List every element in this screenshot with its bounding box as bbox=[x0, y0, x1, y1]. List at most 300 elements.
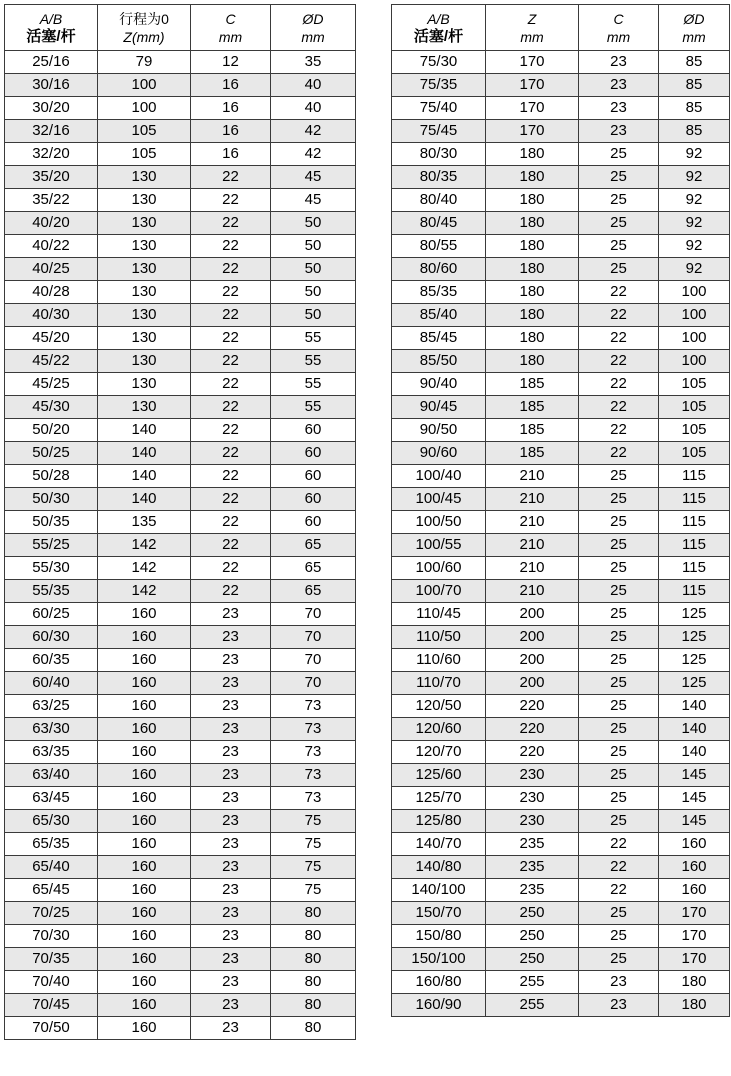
cell-c: 25 bbox=[579, 948, 659, 971]
cell-z: 130 bbox=[98, 235, 191, 258]
cell-d: 70 bbox=[271, 649, 356, 672]
cell-d: 160 bbox=[659, 879, 730, 902]
cell-d: 75 bbox=[271, 879, 356, 902]
table-row bbox=[392, 304, 730, 327]
cell-c: 16 bbox=[191, 143, 271, 166]
table-row bbox=[5, 580, 356, 603]
cell-z: 210 bbox=[486, 580, 579, 603]
cell-d: 105 bbox=[659, 396, 730, 419]
cell-z: 180 bbox=[486, 281, 579, 304]
cell-z: 235 bbox=[486, 833, 579, 856]
cell-ab: 85/35 bbox=[392, 281, 486, 304]
cell-c: 22 bbox=[579, 304, 659, 327]
cell-z: 105 bbox=[98, 120, 191, 143]
cell-d: 80 bbox=[271, 971, 356, 994]
cell-d: 125 bbox=[659, 626, 730, 649]
left-table-body bbox=[5, 51, 356, 1040]
cell-ab: 45/20 bbox=[5, 327, 98, 350]
cell-c: 23 bbox=[191, 787, 271, 810]
cell-z: 210 bbox=[486, 511, 579, 534]
table-row bbox=[392, 281, 730, 304]
cell-ab: 70/40 bbox=[5, 971, 98, 994]
cell-ab: 30/16 bbox=[5, 74, 98, 97]
right-header-ab-line1: A/B bbox=[427, 10, 450, 27]
cell-c: 12 bbox=[191, 51, 271, 74]
cell-d: 92 bbox=[659, 212, 730, 235]
cell-d: 170 bbox=[659, 948, 730, 971]
cell-c: 23 bbox=[191, 718, 271, 741]
left-header-d-line1: ØD bbox=[302, 10, 324, 27]
cell-z: 235 bbox=[486, 879, 579, 902]
table-row bbox=[5, 626, 356, 649]
cell-z: 180 bbox=[486, 258, 579, 281]
cell-ab: 110/70 bbox=[392, 672, 486, 695]
right-header-d-line2: mm bbox=[682, 28, 706, 45]
cell-ab: 100/60 bbox=[392, 557, 486, 580]
cell-d: 80 bbox=[271, 1017, 356, 1040]
cell-d: 50 bbox=[271, 281, 356, 304]
cell-d: 105 bbox=[659, 373, 730, 396]
cell-ab: 65/40 bbox=[5, 856, 98, 879]
cell-ab: 90/50 bbox=[392, 419, 486, 442]
cell-ab: 80/35 bbox=[392, 166, 486, 189]
cell-d: 60 bbox=[271, 465, 356, 488]
cell-c: 23 bbox=[191, 603, 271, 626]
table-row bbox=[392, 672, 730, 695]
cell-d: 35 bbox=[271, 51, 356, 74]
cell-z: 100 bbox=[98, 97, 191, 120]
cell-d: 40 bbox=[271, 74, 356, 97]
cell-ab: 80/30 bbox=[392, 143, 486, 166]
cell-c: 22 bbox=[579, 396, 659, 419]
cell-c: 25 bbox=[579, 511, 659, 534]
cell-z: 130 bbox=[98, 189, 191, 212]
cell-z: 130 bbox=[98, 373, 191, 396]
table-row bbox=[5, 603, 356, 626]
cell-ab: 60/25 bbox=[5, 603, 98, 626]
cell-c: 22 bbox=[191, 189, 271, 212]
cell-z: 220 bbox=[486, 741, 579, 764]
cell-d: 80 bbox=[271, 925, 356, 948]
cell-c: 23 bbox=[191, 925, 271, 948]
table-row bbox=[392, 741, 730, 764]
cell-z: 230 bbox=[486, 810, 579, 833]
cell-c: 25 bbox=[579, 580, 659, 603]
cell-d: 80 bbox=[271, 902, 356, 925]
table-row bbox=[5, 120, 356, 143]
cell-d: 50 bbox=[271, 258, 356, 281]
cell-z: 160 bbox=[98, 603, 191, 626]
cell-d: 85 bbox=[659, 51, 730, 74]
cell-ab: 40/20 bbox=[5, 212, 98, 235]
cell-z: 170 bbox=[486, 51, 579, 74]
table-row bbox=[392, 97, 730, 120]
cell-d: 115 bbox=[659, 488, 730, 511]
cell-z: 140 bbox=[98, 488, 191, 511]
cell-z: 210 bbox=[486, 534, 579, 557]
table-row bbox=[5, 51, 356, 74]
cell-z: 250 bbox=[486, 948, 579, 971]
table-row bbox=[392, 143, 730, 166]
cell-ab: 75/35 bbox=[392, 74, 486, 97]
cell-ab: 50/30 bbox=[5, 488, 98, 511]
table-row bbox=[5, 465, 356, 488]
table-row bbox=[392, 327, 730, 350]
right-dimension-table bbox=[391, 4, 730, 1017]
cell-c: 22 bbox=[191, 511, 271, 534]
cell-c: 25 bbox=[579, 143, 659, 166]
cell-z: 160 bbox=[98, 902, 191, 925]
cell-d: 60 bbox=[271, 419, 356, 442]
cell-z: 142 bbox=[98, 580, 191, 603]
table-row bbox=[5, 879, 356, 902]
cell-c: 22 bbox=[191, 557, 271, 580]
cell-c: 25 bbox=[579, 603, 659, 626]
table-row bbox=[5, 718, 356, 741]
cell-z: 160 bbox=[98, 856, 191, 879]
cell-d: 100 bbox=[659, 350, 730, 373]
cell-ab: 75/40 bbox=[392, 97, 486, 120]
cell-d: 85 bbox=[659, 97, 730, 120]
cell-z: 185 bbox=[486, 442, 579, 465]
table-row bbox=[392, 235, 730, 258]
cell-z: 160 bbox=[98, 833, 191, 856]
cell-d: 45 bbox=[271, 189, 356, 212]
cell-ab: 70/25 bbox=[5, 902, 98, 925]
cell-d: 115 bbox=[659, 534, 730, 557]
cell-d: 50 bbox=[271, 304, 356, 327]
cell-d: 160 bbox=[659, 833, 730, 856]
table-row bbox=[5, 373, 356, 396]
table-row bbox=[392, 925, 730, 948]
cell-d: 75 bbox=[271, 810, 356, 833]
table-row bbox=[5, 419, 356, 442]
cell-ab: 125/60 bbox=[392, 764, 486, 787]
cell-d: 65 bbox=[271, 534, 356, 557]
table-row bbox=[392, 603, 730, 626]
table-row bbox=[5, 189, 356, 212]
cell-c: 22 bbox=[191, 235, 271, 258]
cell-c: 22 bbox=[579, 327, 659, 350]
cell-ab: 55/30 bbox=[5, 557, 98, 580]
cell-z: 100 bbox=[98, 74, 191, 97]
table-row bbox=[5, 534, 356, 557]
table-row bbox=[392, 51, 730, 74]
table-row bbox=[392, 166, 730, 189]
cell-d: 73 bbox=[271, 695, 356, 718]
cell-d: 115 bbox=[659, 557, 730, 580]
table-row bbox=[392, 810, 730, 833]
cell-d: 115 bbox=[659, 511, 730, 534]
cell-c: 22 bbox=[191, 442, 271, 465]
cell-d: 50 bbox=[271, 235, 356, 258]
cell-c: 23 bbox=[191, 810, 271, 833]
cell-ab: 50/28 bbox=[5, 465, 98, 488]
cell-d: 92 bbox=[659, 189, 730, 212]
table-row bbox=[5, 902, 356, 925]
table-row bbox=[392, 695, 730, 718]
cell-d: 85 bbox=[659, 74, 730, 97]
table-row bbox=[392, 649, 730, 672]
cell-c: 23 bbox=[191, 741, 271, 764]
table-row bbox=[392, 856, 730, 879]
cell-ab: 50/25 bbox=[5, 442, 98, 465]
right-header-d bbox=[659, 5, 730, 51]
cell-z: 170 bbox=[486, 120, 579, 143]
cell-d: 65 bbox=[271, 557, 356, 580]
cell-z: 160 bbox=[98, 994, 191, 1017]
left-header-ab-line2: 活塞/杆 bbox=[26, 27, 76, 45]
cell-z: 130 bbox=[98, 350, 191, 373]
cell-c: 22 bbox=[579, 419, 659, 442]
table-row bbox=[5, 741, 356, 764]
cell-ab: 100/70 bbox=[392, 580, 486, 603]
cell-d: 145 bbox=[659, 764, 730, 787]
cell-c: 25 bbox=[579, 212, 659, 235]
table-row bbox=[5, 557, 356, 580]
right-header-c-line1: C bbox=[613, 10, 624, 27]
cell-z: 160 bbox=[98, 649, 191, 672]
cell-d: 115 bbox=[659, 465, 730, 488]
table-row bbox=[392, 557, 730, 580]
table-row bbox=[5, 925, 356, 948]
cell-c: 22 bbox=[579, 350, 659, 373]
cell-c: 23 bbox=[191, 856, 271, 879]
cell-z: 185 bbox=[486, 396, 579, 419]
cell-z: 180 bbox=[486, 189, 579, 212]
cell-c: 25 bbox=[579, 787, 659, 810]
cell-ab: 45/22 bbox=[5, 350, 98, 373]
cell-ab: 60/35 bbox=[5, 649, 98, 672]
cell-c: 22 bbox=[579, 373, 659, 396]
cell-c: 25 bbox=[579, 166, 659, 189]
cell-ab: 90/60 bbox=[392, 442, 486, 465]
left-header-ab-line1: A/B bbox=[39, 10, 63, 27]
cell-d: 70 bbox=[271, 603, 356, 626]
right-header-row bbox=[392, 5, 730, 51]
right-header-c-line2: mm bbox=[606, 28, 631, 45]
cell-z: 210 bbox=[486, 557, 579, 580]
cell-c: 23 bbox=[191, 879, 271, 902]
cell-d: 145 bbox=[659, 787, 730, 810]
left-header-row bbox=[5, 5, 356, 51]
table-row bbox=[5, 649, 356, 672]
cell-d: 92 bbox=[659, 258, 730, 281]
table-row bbox=[392, 465, 730, 488]
cell-c: 22 bbox=[191, 580, 271, 603]
left-header-c bbox=[191, 5, 271, 51]
cell-c: 23 bbox=[579, 971, 659, 994]
left-header-ab bbox=[5, 5, 98, 51]
table-row bbox=[392, 396, 730, 419]
cell-d: 60 bbox=[271, 511, 356, 534]
cell-z: 220 bbox=[486, 695, 579, 718]
cell-z: 130 bbox=[98, 327, 191, 350]
cell-ab: 45/25 bbox=[5, 373, 98, 396]
cell-z: 230 bbox=[486, 764, 579, 787]
cell-ab: 85/50 bbox=[392, 350, 486, 373]
cell-c: 22 bbox=[579, 856, 659, 879]
cell-ab: 125/80 bbox=[392, 810, 486, 833]
cell-d: 40 bbox=[271, 97, 356, 120]
cell-d: 55 bbox=[271, 373, 356, 396]
cell-c: 22 bbox=[191, 396, 271, 419]
cell-z: 130 bbox=[98, 281, 191, 304]
cell-ab: 70/30 bbox=[5, 925, 98, 948]
cell-c: 25 bbox=[579, 534, 659, 557]
cell-ab: 140/80 bbox=[392, 856, 486, 879]
cell-z: 180 bbox=[486, 143, 579, 166]
left-dimension-table bbox=[4, 4, 356, 1040]
cell-c: 22 bbox=[191, 488, 271, 511]
cell-c: 25 bbox=[579, 235, 659, 258]
cell-ab: 150/100 bbox=[392, 948, 486, 971]
cell-z: 140 bbox=[98, 465, 191, 488]
cell-z: 130 bbox=[98, 166, 191, 189]
table-row bbox=[392, 948, 730, 971]
cell-ab: 70/35 bbox=[5, 948, 98, 971]
cell-ab: 70/50 bbox=[5, 1017, 98, 1040]
cell-ab: 100/45 bbox=[392, 488, 486, 511]
cell-ab: 45/30 bbox=[5, 396, 98, 419]
cell-d: 160 bbox=[659, 856, 730, 879]
table-row bbox=[5, 994, 356, 1017]
cell-c: 25 bbox=[579, 672, 659, 695]
cell-c: 23 bbox=[579, 120, 659, 143]
left-header-c-line1: C bbox=[225, 10, 236, 27]
cell-c: 22 bbox=[191, 350, 271, 373]
cell-d: 140 bbox=[659, 741, 730, 764]
cell-z: 135 bbox=[98, 511, 191, 534]
cell-c: 23 bbox=[191, 764, 271, 787]
table-row bbox=[5, 396, 356, 419]
cell-c: 22 bbox=[191, 281, 271, 304]
cell-d: 125 bbox=[659, 649, 730, 672]
left-header-d bbox=[271, 5, 356, 51]
cell-ab: 32/20 bbox=[5, 143, 98, 166]
cell-z: 180 bbox=[486, 350, 579, 373]
cell-d: 125 bbox=[659, 672, 730, 695]
cell-ab: 90/45 bbox=[392, 396, 486, 419]
cell-c: 25 bbox=[579, 649, 659, 672]
cell-z: 160 bbox=[98, 787, 191, 810]
cell-c: 22 bbox=[191, 465, 271, 488]
cell-d: 42 bbox=[271, 120, 356, 143]
table-row bbox=[392, 764, 730, 787]
cell-c: 22 bbox=[579, 879, 659, 902]
cell-c: 25 bbox=[579, 718, 659, 741]
cell-d: 100 bbox=[659, 281, 730, 304]
table-row bbox=[5, 672, 356, 695]
cell-ab: 90/40 bbox=[392, 373, 486, 396]
cell-d: 70 bbox=[271, 672, 356, 695]
cell-ab: 63/35 bbox=[5, 741, 98, 764]
cell-ab: 55/25 bbox=[5, 534, 98, 557]
cell-z: 200 bbox=[486, 603, 579, 626]
cell-ab: 35/20 bbox=[5, 166, 98, 189]
cell-z: 140 bbox=[98, 442, 191, 465]
cell-z: 160 bbox=[98, 672, 191, 695]
cell-ab: 32/16 bbox=[5, 120, 98, 143]
cell-c: 23 bbox=[191, 948, 271, 971]
cell-z: 255 bbox=[486, 971, 579, 994]
table-row bbox=[392, 74, 730, 97]
cell-ab: 80/60 bbox=[392, 258, 486, 281]
cell-ab: 63/40 bbox=[5, 764, 98, 787]
cell-d: 140 bbox=[659, 718, 730, 741]
cell-z: 130 bbox=[98, 304, 191, 327]
cell-z: 105 bbox=[98, 143, 191, 166]
cell-d: 73 bbox=[271, 718, 356, 741]
table-row bbox=[5, 511, 356, 534]
table-row bbox=[392, 350, 730, 373]
cell-c: 23 bbox=[191, 902, 271, 925]
cell-ab: 60/40 bbox=[5, 672, 98, 695]
cell-z: 160 bbox=[98, 626, 191, 649]
right-header-z-line1: Z bbox=[527, 10, 537, 27]
cell-d: 73 bbox=[271, 741, 356, 764]
cell-c: 22 bbox=[191, 534, 271, 557]
cell-ab: 160/90 bbox=[392, 994, 486, 1017]
cell-ab: 50/35 bbox=[5, 511, 98, 534]
cell-ab: 40/22 bbox=[5, 235, 98, 258]
cell-z: 142 bbox=[98, 557, 191, 580]
cell-ab: 70/45 bbox=[5, 994, 98, 1017]
cell-d: 80 bbox=[271, 994, 356, 1017]
cell-ab: 60/30 bbox=[5, 626, 98, 649]
cell-c: 22 bbox=[191, 327, 271, 350]
cell-c: 23 bbox=[191, 649, 271, 672]
table-row bbox=[5, 304, 356, 327]
right-header-ab bbox=[392, 5, 486, 51]
table-row bbox=[392, 258, 730, 281]
cell-ab: 150/80 bbox=[392, 925, 486, 948]
table-row bbox=[5, 235, 356, 258]
cell-z: 170 bbox=[486, 74, 579, 97]
cell-c: 25 bbox=[579, 695, 659, 718]
cell-c: 23 bbox=[191, 1017, 271, 1040]
cell-c: 16 bbox=[191, 120, 271, 143]
cell-d: 70 bbox=[271, 626, 356, 649]
cell-d: 105 bbox=[659, 442, 730, 465]
cell-z: 250 bbox=[486, 902, 579, 925]
cell-d: 170 bbox=[659, 902, 730, 925]
cell-d: 60 bbox=[271, 442, 356, 465]
table-row bbox=[392, 120, 730, 143]
cell-z: 160 bbox=[98, 695, 191, 718]
cell-z: 210 bbox=[486, 465, 579, 488]
cell-ab: 110/50 bbox=[392, 626, 486, 649]
cell-z: 142 bbox=[98, 534, 191, 557]
cell-z: 160 bbox=[98, 764, 191, 787]
cell-ab: 85/40 bbox=[392, 304, 486, 327]
cell-ab: 110/45 bbox=[392, 603, 486, 626]
cell-ab: 140/100 bbox=[392, 879, 486, 902]
cell-c: 23 bbox=[191, 626, 271, 649]
cell-z: 180 bbox=[486, 166, 579, 189]
table-row bbox=[5, 97, 356, 120]
cell-c: 25 bbox=[579, 741, 659, 764]
cell-d: 100 bbox=[659, 327, 730, 350]
left-header-z bbox=[98, 5, 191, 51]
cell-z: 170 bbox=[486, 97, 579, 120]
cell-c: 25 bbox=[579, 764, 659, 787]
cell-z: 200 bbox=[486, 649, 579, 672]
table-row bbox=[392, 534, 730, 557]
cell-ab: 120/60 bbox=[392, 718, 486, 741]
cell-z: 185 bbox=[486, 373, 579, 396]
right-header-c bbox=[579, 5, 659, 51]
